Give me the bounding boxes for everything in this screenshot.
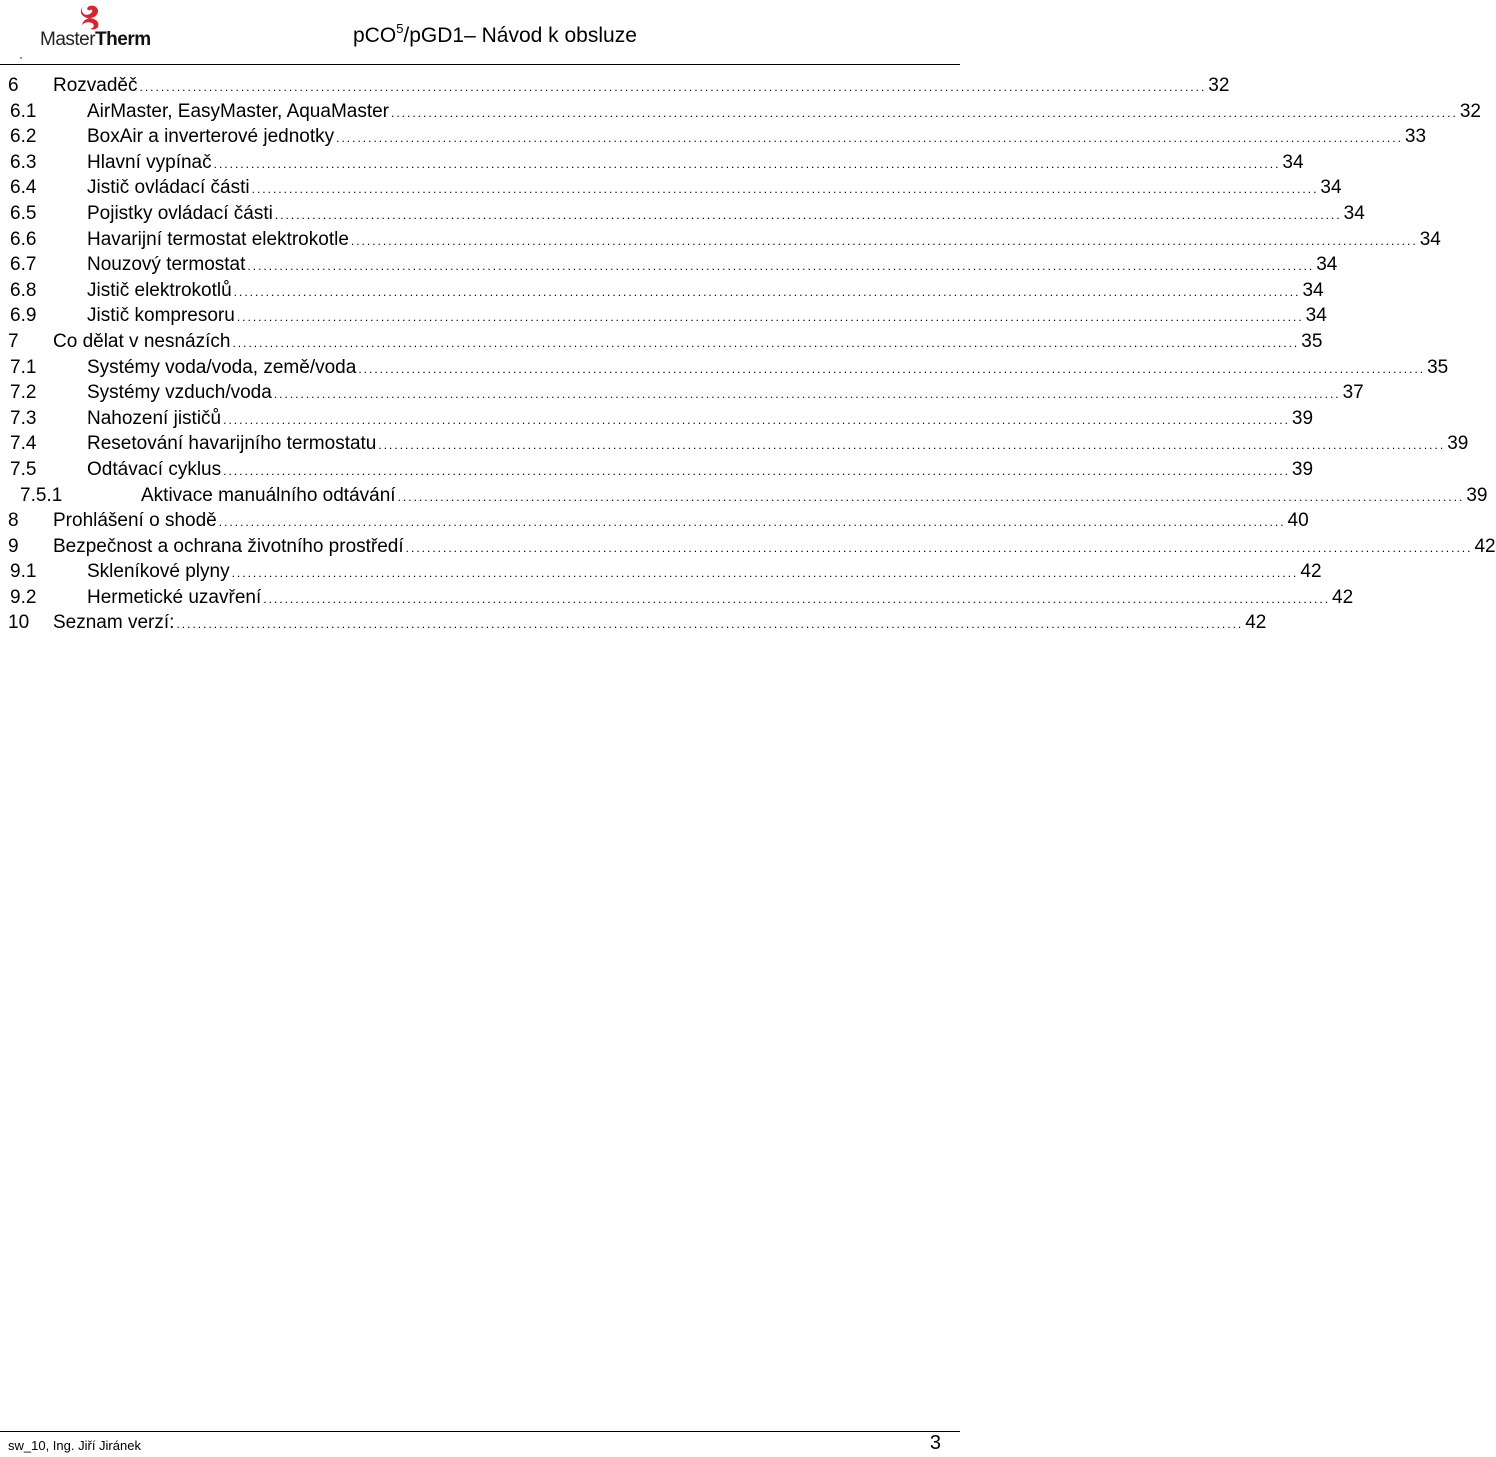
toc-entry[interactable] bbox=[0, 484, 1488, 510]
toc-dot-leader: ........................................................................................................................................................................................................ bbox=[218, 515, 1286, 530]
toc-entry-page: 39 bbox=[1291, 407, 1314, 429]
toc-entry-line bbox=[87, 254, 1338, 276]
toc-entry[interactable] bbox=[0, 74, 1230, 100]
toc-entry-line bbox=[53, 535, 1496, 558]
toc-entry-page: 42 bbox=[1300, 561, 1322, 583]
toc-entry-line bbox=[53, 330, 1323, 353]
toc-entry-title: Jistič ovládací části bbox=[87, 177, 250, 199]
toc-entry-page: 32 bbox=[1459, 100, 1481, 122]
toc-entry[interactable] bbox=[0, 611, 1267, 637]
toc-dot-leader: ........................................................................................................................................................................................................ bbox=[273, 387, 1341, 402]
toc-entry-title: Nahození jističů bbox=[87, 407, 222, 429]
toc-entry[interactable] bbox=[0, 560, 1322, 586]
toc-entry-page: 35 bbox=[1427, 356, 1449, 378]
footer-divider bbox=[0, 1431, 960, 1432]
toc-entry-number: 6.5 bbox=[10, 202, 37, 224]
toc-dot-leader: ........................................................................................................................................................................................................ bbox=[251, 182, 1319, 197]
toc-entry-line bbox=[87, 305, 1327, 327]
toc-entry[interactable] bbox=[0, 509, 1309, 535]
toc-entry-title: Skleníkové plyny bbox=[87, 561, 230, 583]
table-of-contents bbox=[0, 74, 1496, 637]
toc-entry-page: 33 bbox=[1404, 126, 1427, 148]
toc-entry[interactable] bbox=[0, 381, 1364, 407]
toc-entry[interactable] bbox=[0, 279, 1324, 305]
toc-entry-number: 6.6 bbox=[10, 228, 37, 250]
toc-entry[interactable] bbox=[0, 458, 1314, 484]
toc-entry-number: 9.2 bbox=[10, 586, 37, 608]
toc-entry-number: 7.5.1 bbox=[20, 484, 63, 506]
toc-entry-number: 6.2 bbox=[10, 126, 37, 148]
toc-entry-number: 9.1 bbox=[10, 561, 37, 583]
toc-entry-title: Aktivace manuálního odtávání bbox=[141, 484, 396, 506]
toc-entry-title: Co dělat v nesnázích bbox=[53, 330, 231, 352]
toc-entry-number: 6.1 bbox=[10, 100, 37, 122]
toc-entry-title: Jistič elektrokotlů bbox=[87, 279, 232, 301]
toc-dot-leader: ........................................................................................................................................................................................................ bbox=[139, 80, 1207, 94]
toc-entry-title: Hlavní vypínač bbox=[87, 151, 212, 173]
toc-entry-line bbox=[141, 484, 1488, 507]
toc-entry-title: Prohlášení o shodě bbox=[53, 510, 217, 532]
toc-entry[interactable] bbox=[0, 304, 1327, 330]
toc-dot-leader: ........................................................................................................................................................................................................ bbox=[223, 463, 1290, 478]
toc-dot-leader: ........................................................................................................................................................................................................ bbox=[358, 361, 1426, 376]
toc-dot-leader: ........................................................................................................................................................................................................ bbox=[247, 259, 1315, 274]
toc-dot-leader: ........................................................................................................................................................................................................ bbox=[391, 105, 1458, 120]
toc-entry-page: 32 bbox=[1208, 75, 1230, 96]
toc-entry-line bbox=[87, 382, 1364, 404]
toc-entry-title: Jistič kompresoru bbox=[87, 305, 235, 327]
toc-entry[interactable] bbox=[0, 432, 1469, 458]
title-prefix: pCO bbox=[353, 24, 397, 47]
toc-entry-title: Rozvaděč bbox=[53, 75, 138, 96]
logo-therm-text: Therm bbox=[95, 29, 151, 50]
toc-entry-number: 9 bbox=[8, 535, 19, 557]
toc-dot-leader: ........................................................................................................................................................................................................ bbox=[231, 566, 1299, 581]
toc-entry[interactable] bbox=[0, 202, 1365, 228]
toc-dot-leader: ........................................................................................................................................................................................................ bbox=[397, 489, 1465, 504]
title-suffix: /pGD1– Návod k obsluze bbox=[403, 24, 637, 47]
toc-entry-page: 42 bbox=[1245, 612, 1267, 634]
toc-entry-number: 7.5 bbox=[10, 458, 37, 480]
toc-entry-page: 42 bbox=[1332, 586, 1354, 608]
toc-entry-line bbox=[87, 279, 1324, 302]
toc-entry[interactable] bbox=[0, 100, 1481, 126]
toc-entry-page: 34 bbox=[1343, 202, 1365, 224]
toc-entry-number: 7 bbox=[8, 330, 19, 352]
toc-entry-title: BoxAir a inverterové jednotky bbox=[87, 126, 335, 148]
page-number: 3 bbox=[929, 1432, 941, 1454]
toc-entry[interactable] bbox=[0, 535, 1496, 561]
toc-entry-page: 40 bbox=[1287, 510, 1309, 532]
toc-entry-page: 34 bbox=[1320, 177, 1342, 199]
toc-entry[interactable] bbox=[0, 228, 1441, 254]
toc-entry-number: 6.3 bbox=[10, 151, 37, 173]
toc-dot-leader: ........................................................................................................................................................................................................ bbox=[236, 310, 1304, 325]
decorative-dot bbox=[20, 57, 22, 59]
toc-entry-line bbox=[87, 561, 1322, 583]
toc-entry-line bbox=[87, 126, 1427, 148]
toc-entry-number: 10 bbox=[8, 612, 30, 634]
toc-entry-page: 34 bbox=[1419, 228, 1441, 250]
toc-entry-number: 7.1 bbox=[10, 356, 37, 378]
toc-dot-leader: ........................................................................................................................................................................................................ bbox=[233, 284, 1301, 299]
toc-entry-line bbox=[87, 356, 1449, 379]
toc-entry[interactable] bbox=[0, 330, 1323, 356]
toc-entry-line bbox=[53, 510, 1309, 532]
toc-dot-leader: ........................................................................................................................................................................................................ bbox=[274, 207, 1342, 222]
toc-entry-page: 34 bbox=[1316, 254, 1338, 276]
toc-entry-line bbox=[53, 75, 1230, 97]
toc-entry-number: 6.8 bbox=[10, 279, 37, 301]
toc-entry[interactable] bbox=[0, 125, 1427, 151]
toc-entry-page: 39 bbox=[1466, 484, 1488, 506]
toc-entry[interactable] bbox=[0, 176, 1342, 202]
toc-entry-title: Resetování havarijního termostatu bbox=[87, 433, 377, 455]
toc-entry-page: 34 bbox=[1305, 305, 1327, 327]
toc-dot-leader: ........................................................................................................................................................................................................ bbox=[232, 335, 1300, 350]
toc-entry-number: 7.4 bbox=[10, 433, 37, 455]
toc-entry-number: 6.4 bbox=[10, 177, 37, 199]
toc-entry-line bbox=[53, 612, 1267, 634]
toc-entry-title: Havarijní termostat elektrokotle bbox=[87, 228, 349, 250]
mastertherm-logo bbox=[36, 2, 156, 54]
toc-dot-leader: ........................................................................................................................................................................................................ bbox=[405, 540, 1473, 555]
toc-entry[interactable] bbox=[0, 586, 1354, 612]
footer-author: sw_10, Ing. Jiří Jiránek bbox=[8, 1438, 141, 1453]
toc-entry-page: 42 bbox=[1474, 535, 1496, 557]
toc-dot-leader: ........................................................................................................................................................................................................ bbox=[350, 233, 1418, 248]
toc-entry[interactable] bbox=[0, 356, 1449, 382]
mastertherm-swirl-icon bbox=[78, 2, 104, 30]
header-divider bbox=[0, 64, 960, 65]
toc-entry-page: 39 bbox=[1447, 433, 1469, 455]
title-superscript: 5 bbox=[396, 21, 404, 36]
toc-entry-line bbox=[87, 202, 1365, 225]
logo-wordmark bbox=[40, 29, 151, 51]
toc-entry-number: 7.2 bbox=[10, 382, 37, 404]
logo-master-text: Master bbox=[40, 29, 96, 50]
toc-dot-leader: ........................................................................................................................................................................................................ bbox=[223, 412, 1290, 427]
toc-entry-title: Odtávací cyklus bbox=[87, 458, 222, 480]
toc-entry-line bbox=[87, 586, 1354, 609]
toc-entry[interactable] bbox=[0, 151, 1304, 177]
toc-entry-title: AirMaster, EasyMaster, AquaMaster bbox=[87, 100, 390, 122]
toc-dot-leader: ........................................................................................................................................................................................................ bbox=[378, 438, 1446, 453]
toc-entry-line bbox=[87, 177, 1342, 199]
toc-dot-leader: ........................................................................................................................................................................................................ bbox=[336, 131, 1403, 146]
toc-entry-title: Hermetické uzavření bbox=[87, 586, 262, 608]
toc-entry-number: 6.7 bbox=[10, 254, 37, 276]
toc-entry-page: 37 bbox=[1342, 382, 1364, 404]
toc-entry-page: 34 bbox=[1282, 151, 1304, 173]
toc-entry-page: 39 bbox=[1291, 458, 1314, 480]
toc-entry-line bbox=[87, 151, 1304, 174]
toc-entry-title: Seznam verzí: bbox=[53, 612, 175, 634]
toc-entry-number: 7.3 bbox=[10, 407, 37, 429]
toc-entry-number: 6 bbox=[8, 75, 19, 96]
toc-dot-leader: ........................................................................................................................................................................................................ bbox=[213, 156, 1281, 171]
toc-entry-page: 34 bbox=[1302, 279, 1324, 301]
toc-dot-leader: ........................................................................................................................................................................................................ bbox=[176, 617, 1244, 632]
toc-entry-line bbox=[87, 100, 1481, 123]
toc-entry-line bbox=[87, 407, 1314, 430]
toc-entry-line bbox=[87, 433, 1469, 455]
toc-dot-leader: ........................................................................................................................................................................................................ bbox=[263, 591, 1331, 606]
toc-entry-number: 8 bbox=[8, 510, 19, 532]
toc-entry-line bbox=[87, 228, 1441, 251]
toc-entry-title: Systémy voda/voda, země/voda bbox=[87, 356, 357, 378]
toc-entry-title: Pojistky ovládací části bbox=[87, 202, 273, 224]
toc-entry-title: Nouzový termostat bbox=[87, 254, 246, 276]
toc-entry-page: 35 bbox=[1301, 330, 1323, 352]
toc-entry[interactable] bbox=[0, 407, 1314, 433]
toc-entry-line bbox=[87, 458, 1314, 481]
document-title bbox=[353, 22, 637, 48]
toc-entry-title: Systémy vzduch/voda bbox=[87, 382, 272, 404]
toc-entry[interactable] bbox=[0, 253, 1338, 279]
toc-entry-title: Bezpečnost a ochrana životního prostředí bbox=[53, 535, 404, 557]
toc-entry-number: 6.9 bbox=[10, 305, 37, 327]
